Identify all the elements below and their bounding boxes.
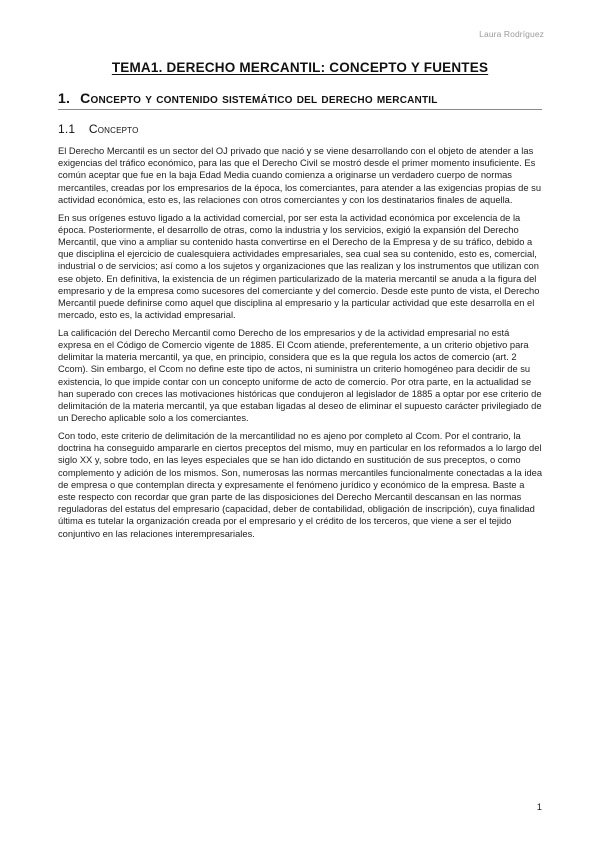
page-number: 1 (536, 802, 542, 813)
body-text (58, 145, 544, 545)
section-title: Concepto y contenido sistemático del derecho mercantil (80, 90, 438, 106)
paragraph: La calificación del Derecho Mercantil como Derecho de los empresarios y de la actividad empresarial no está expresa en el Código de Comercio vigente de 1885. El Ccom atiende, preferentemente, a un criterio objetivo para delimitar la materia mercantil, ya que, en principio, considera que es la que regula los actos de comercio (art. 2 Ccom). Sin embargo, el Ccom no define este tipo de actos, ni suministra un criterio homogéneo para decidir de su existencia, lo que impide contar con un concepto uniforme de acto de comercio. Por otra parte, en la actualidad se han superado con creces las motivaciones históricas que condujeron al legislador de 1885 a optar por ese criterio de delimitación de la materia mercantil, ya que estaban ligadas al deseo de eliminar el supuesto carácter privilegiado de un Derecho aplicable solo a los comerciantes. (58, 327, 542, 424)
paragraph: El Derecho Mercantil es un sector del OJ privado que nació y se viene desarrollando con el objeto de atender a las exigencias del tráfico económico, para las que el Derecho Civil se mostró desde el primer momento insuficiente. Es común aceptar que fue en la baja Edad Media cuando comienza a originarse un verdadero cuerpo de normas mercantiles, creadas por los empresarios de la época, los comerciantes, para atender a las exigencias propias de su actividad económica, esto es, las relaciones con otros comerciantes y con los destinatarios finales de aquella. (58, 146, 542, 205)
section-heading (58, 90, 542, 110)
subsection-title: Concepto (88, 122, 139, 136)
paragraph: Con todo, este criterio de delimitación de la mercantilidad no es ajeno por completo al Ccom. Por el contrario, la doctrina ha conseguido ampararle en ciertos preceptos del mismo, muy en particular en los reformados a lo largo del siglo XX y, sobre todo, en las leyes especiales que se han ido dictando en sustitución de sus preceptos, o como complemento y adición de los mismos. Son, numerosas las normas mercantiles funcionalmente conectadas a la idea de empresa o que contemplan directa y expresamente el fenómeno jurídico y económico de la empresa. Baste a este respecto con recordar que gran parte de las disposiciones del Derecho Mercantil descansan en las normas reguladoras del estatus del empresario (capacidad, deber de contabilidad, obligación de inscripción), cuya finalidad última es tutelar la organización creada por el empresario y el crédito de los terceros, que viene a ser el tejido conjuntivo en las relaciones interempresariales. (58, 430, 543, 539)
page-author: Laura Rodríguez (479, 29, 544, 39)
subsection-number: 1.1 (58, 122, 76, 136)
subsection-heading (58, 122, 139, 136)
paragraph: En sus orígenes estuvo ligado a la actividad comercial, por ser esta la actividad económica por excelencia de la época. Posteriormente, el desarrollo de otras, como la industria y los servicios, exigió la expansión del Derecho Mercantil, que vino a ampliar su contenido hasta convertirse en el Derecho de la Empresa y de su tráfico, debido a que disciplina el ejercicio de cualesquiera actividades empresariales, sea cual sea su contenido, esto es, comercial, industrial o de servicios; así como a los sujetos y organizaciones que las realizan y los instrumentos que utilizan con ese objeto. En definitiva, la existencia de un régimen particularizado de la materia mercantil se anuda a la figura del empresario y de la empresa como sucesores del comerciante y del comercio. Desde este punto de vista, el Derecho Mercantil puede definirse como aquel que disciplina al empresario y la particular actividad que este desarrolla en el mercado, esto es, la actividad empresarial. (58, 212, 540, 321)
section-number: 1. (58, 90, 71, 106)
document-title: TEMA1. DERECHO MERCANTIL: CONCEPTO Y FUENTES (111, 60, 489, 75)
